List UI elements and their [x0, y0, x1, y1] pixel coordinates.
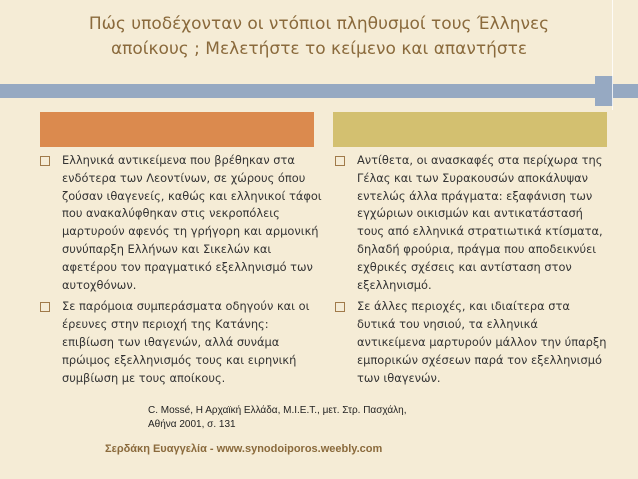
title-line-1: Πώς υποδέχονταν οι ντόπιοι πληθυσμοί τους Έλληνες	[88, 14, 550, 34]
bullet-text: Σε παρόμοια συμπεράσματα οδηγούν και οι έρευνες στην περιοχή της Κατάνης: επιβίωση των ιθαγενών, αλλά συνάμα πρώιμος εξελληνισμός τους και ειρηνική συμβίωση με τους αποίκους.	[62, 299, 310, 385]
slide-title	[40, 12, 598, 62]
citation	[148, 404, 468, 432]
decorative-vertical-line	[612, 0, 613, 110]
square-bullet-icon	[335, 302, 345, 312]
title-line-2: αποίκους ; Μελετήστε το κείμενο και απαντήστε	[110, 39, 528, 59]
list-item	[333, 298, 608, 387]
right-column-header-bar	[333, 112, 607, 147]
list-item	[38, 298, 323, 387]
bullet-text: Σε άλλες περιοχές, και ιδιαίτερα στα δυτικά του νησιού, τα ελληνικά αντικείμενα μαρτυρούν μάλλον την ύπαρξη εμπορικών σχέσεων παρά τον εξελληνισμό των ιθαγενών.	[357, 299, 607, 385]
square-bullet-icon	[40, 302, 50, 312]
square-bullet-icon	[335, 156, 345, 166]
footer-credit: Σερδάκη Ευαγγελία - www.synodoiporos.weebly.com	[105, 443, 383, 455]
square-bullet-icon	[40, 156, 50, 166]
citation-line-1: C. Mossé, Η Αρχαϊκή Ελλάδα, Μ.Ι.Ε.Τ., μετ. Στρ. Πασχάλη,	[148, 405, 407, 416]
list-item	[38, 152, 323, 294]
left-column	[38, 152, 323, 391]
decorative-band	[0, 84, 638, 98]
decorative-band-corner	[595, 76, 613, 106]
bullet-text: Αντίθετα, οι ανασκαφές στα περίχωρα της Γέλας και των Συρακουσών αποκάλυψαν εντελώς άλλα πράγματα: εξαφάνιση των εγχώριων οικισμών και αντικατάστασή τους από ελληνικά στρατιωτικά κτίσματα, δηλαδή φρούρια, πράγμα που αποδεικνύει εχθρικές σχέσεις και αντίσταση στον εξελληνισμό.	[357, 153, 603, 292]
right-column	[333, 152, 608, 391]
left-column-header-bar	[40, 112, 314, 147]
bullet-text: Ελληνικά αντικείμενα που βρέθηκαν στα ενδότερα των Λεοντίνων, σε χώρους όπου ζούσαν ιθαγενείς, καθώς και ελληνικοί τάφοι που ανακαλύφθηκαν στις νεκροπόλεις μαρτυρούν αφενός τη γρήγορη και αρμονική συνύπαρξη Ελλήνων και Σικελών και αφετέρου τον πραγματικό εξελληνισμό των αυτοχθόνων.	[62, 153, 322, 292]
citation-line-2: Αθήνα 2001, σ. 131	[148, 419, 236, 430]
list-item	[333, 152, 608, 294]
